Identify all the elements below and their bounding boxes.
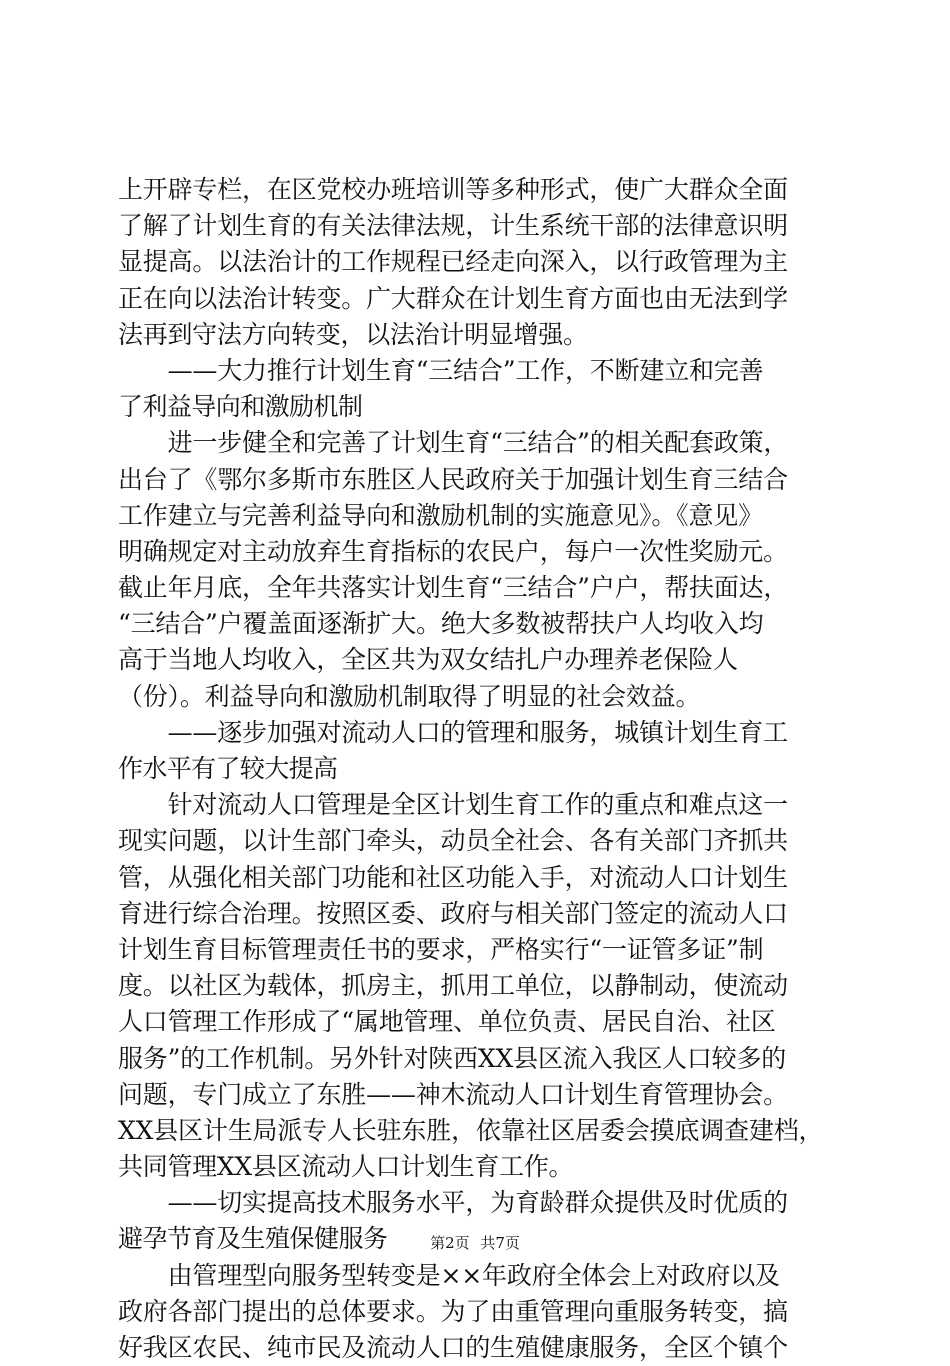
text-line: “三结合”户覆盖面逐渐扩大。绝大多数被帮扶户人均收入均 [118,609,764,639]
text-line: 管，从强化相关部门功能和社区功能入手，对流动人口计划生 [118,862,788,892]
text-line: 了解了计划生育的有关法律法规，计生系统干部的法律意识明 [118,211,788,241]
text-line: 服务”的工作机制。另外针对陕西XX县区流入我区人口较多的 [118,1043,787,1073]
text-line: 育进行综合治理。按照区委、政府与相关部门签定的流动人口 [118,898,788,928]
text-line: 显提高。以法治计的工作规程已经走向深入，以行政管理为主 [118,247,788,277]
text-line: 问题，专门成立了东胜——神木流动人口计划生育管理协会。 [118,1079,788,1109]
text-line: 共同管理XX县区流动人口计划生育工作。 [118,1152,574,1182]
text-line: ——大力推行计划生育“三结合”工作，不断建立和完善 [118,355,764,385]
text-line: XX县区计生局派专人长驻东胜，依靠社区居委会摸底调查建档， [118,1115,824,1145]
page-footer [0,1233,950,1253]
text-line: ——切实提高技术服务水平，为育龄群众提供及时优质的 [118,1188,788,1218]
text-line: 好我区农民、纯市民及流动人口的生殖健康服务，全区个镇个 [118,1333,788,1362]
text-line: 针对流动人口管理是全区计划生育工作的重点和难点这一 [118,790,788,820]
text-line: 人口管理工作形成了“属地管理、单位负责、居民自治、社区 [118,1007,776,1037]
text-line: 进一步健全和完善了计划生育“三结合”的相关配套政策， [118,428,789,458]
text-line: 工作建立与完善利益导向和激励机制的实施意见》。《意见》 [118,500,763,530]
text-line: 出台了《鄂尔多斯市东胜区人民政府关于加强计划生育三结合 [118,464,788,494]
page-number: 第2页 [430,1234,470,1252]
page-total: 共7页 [480,1234,520,1252]
text-line: 现实问题，以计生部门牵头，动员全社会、各有关部门齐抓共 [118,826,788,856]
text-line: ——逐步加强对流动人口的管理和服务，城镇计划生育工 [118,717,788,747]
text-line: 正在向以法治计转变。广大群众在计划生育方面也由无法到学 [118,283,788,313]
text-line: 度。以社区为载体，抓房主，抓用工单位，以静制动，使流动 [118,971,788,1001]
text-line: 明确规定对主动放弃生育指标的农民户，每户一次性奖励元。 [118,536,788,566]
text-line: （份）。利益导向和激励机制取得了明显的社会效益。 [118,681,701,711]
text-line: 避孕节育及生殖保健服务 [118,1224,388,1254]
text-line: 由管理型向服务型转变是××年政府全体会上对政府以及 [118,1260,780,1290]
text-line: 计划生育目标管理责任书的要求，严格实行“一证管多证”制 [118,934,764,964]
text-line: 政府各部门提出的总体要求。为了由重管理向重服务转变，搞 [118,1296,788,1326]
text-line: 截止年月底，全年共落实计划生育“三结合”户户，帮扶面达， [118,573,789,603]
text-line: 上开辟专栏，在区党校办班培训等多种形式，使广大群众全面 [118,175,788,204]
text-line: 法再到守法方向转变，以法治计明显增强。 [118,319,588,349]
text-line: 作水平有了较大提高 [118,754,338,783]
body-text [118,172,838,1366]
text-line: 高于当地人均收入，全区共为双女结扎户办理养老保险人 [118,645,738,675]
text-line: 了利益导向和激励机制 [118,392,363,422]
